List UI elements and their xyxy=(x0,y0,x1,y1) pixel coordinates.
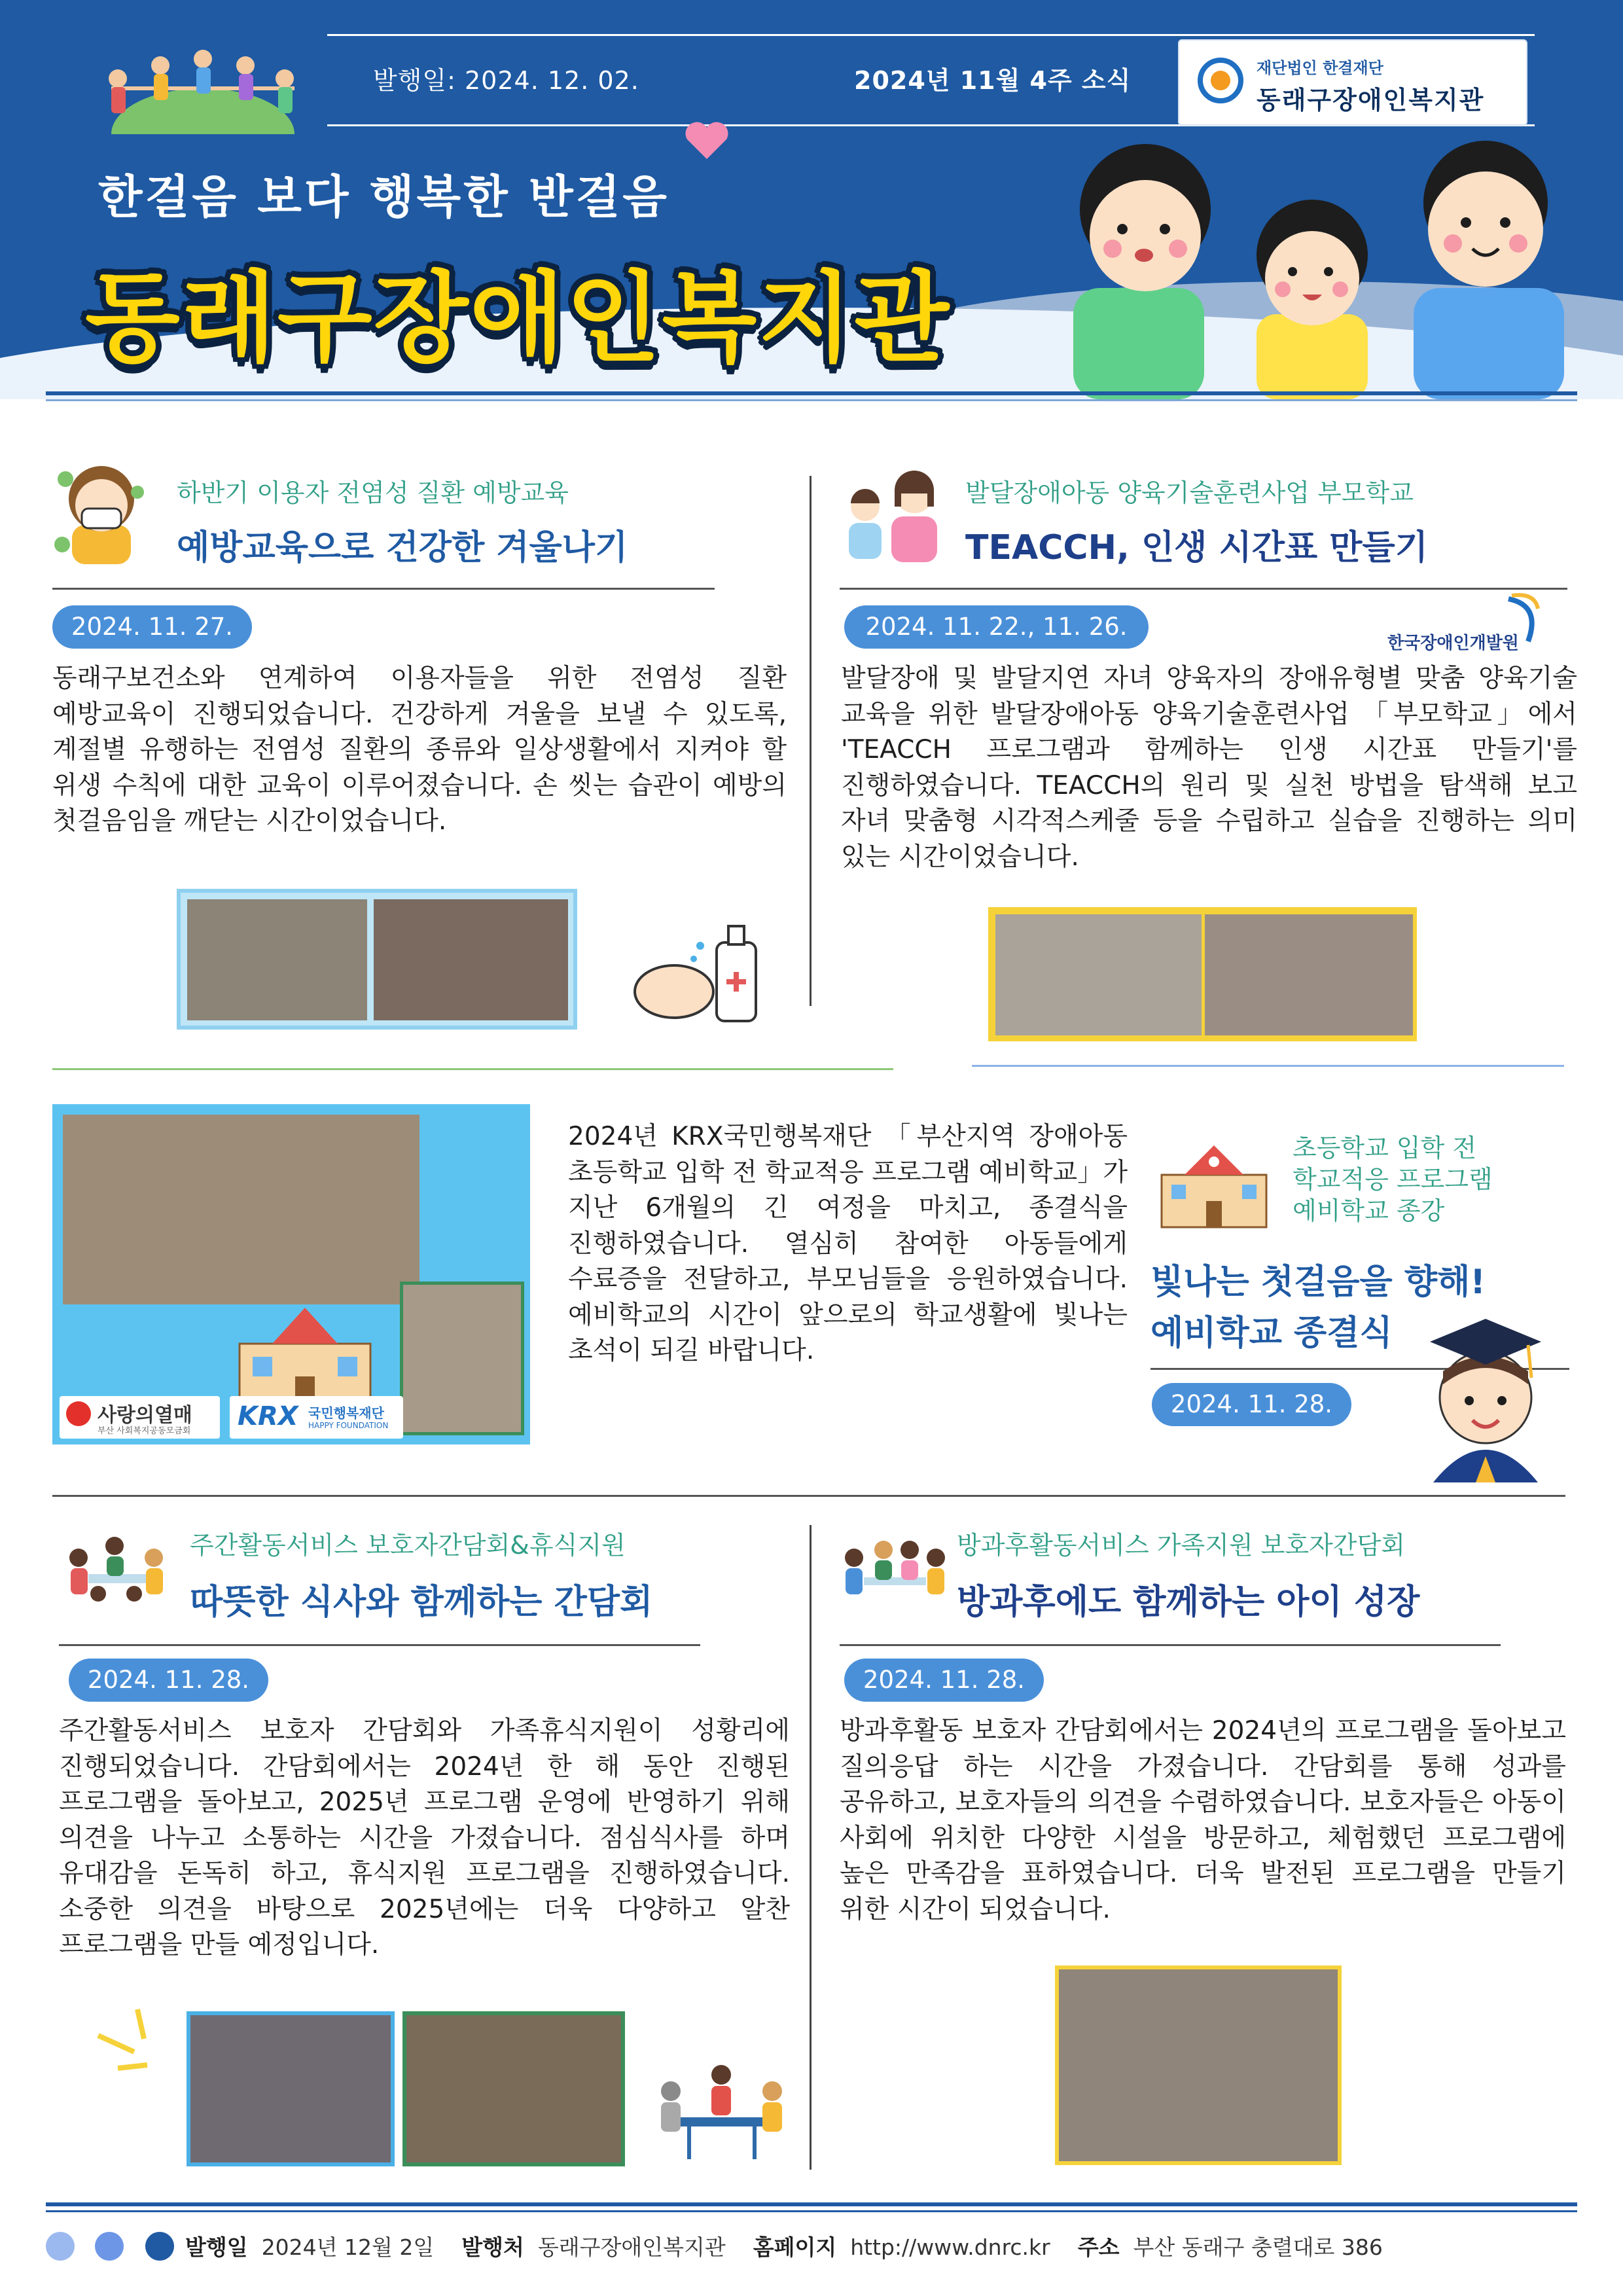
teacch-body: 발달장애 및 발달지연 자녀 양육자의 장애유형별 맞춤 양육기술 교육을 위한 발달장애아동 양육기술훈련사업 「부모학교」에서 'TEACCH 프로그램과 함께하는 인생 시간표 만들기'를 진행하였습니다. TEACCH의 원리 및 실천 방법을 탐색해 보고 자녀 맞춤형 시각적스케줄 등을 수립하고 실습을 진행하는 의미 있는 시간이었습니다. xyxy=(841,664,1577,872)
preschool-photo-2 xyxy=(400,1282,524,1435)
logo-foundation: 재단법인 한결재단 xyxy=(1257,59,1383,77)
preschool-title-line-1: 빛나는 첫걸음을 향해! xyxy=(1150,1263,1486,1302)
teacch-photo-group xyxy=(988,907,1417,1041)
sponsor-logo-love xyxy=(60,1396,220,1439)
mask-person-icon xyxy=(52,453,151,564)
teacch-subtitle: 발달장애아동 양육기술훈련사업 부모학교 xyxy=(965,478,1414,507)
kids-faces-illustration xyxy=(1060,137,1571,399)
table-discussion-icon xyxy=(651,2055,792,2163)
afterschool-date: 2024. 11. 28. xyxy=(844,1659,1044,1702)
infection-photo-1 xyxy=(187,899,367,1020)
publish-date: 발행일: 2024. 12. 02. xyxy=(373,66,639,95)
sponsor2-sub: 국민행복재단 xyxy=(308,1405,384,1421)
section3-top-rule xyxy=(52,1495,1565,1497)
afterschool-photo xyxy=(1055,1965,1342,2165)
footer-address-value: 부산 동래구 충렬대로 386 xyxy=(1133,2234,1383,2260)
weekly-rule xyxy=(59,1644,700,1646)
slogan: 한걸음 보다 행복한 반걸음 xyxy=(98,170,669,224)
kids-circle-illustration xyxy=(98,43,301,134)
main-title: 동래구장애인복지관 xyxy=(85,262,951,376)
infection-photo-2 xyxy=(374,899,568,1020)
preschool-subtitle xyxy=(1293,1132,1493,1227)
weekly-title: 따뜻한 식사와 함께하는 간담회 xyxy=(190,1583,653,1622)
infection-date: 2024. 11. 27. xyxy=(52,605,252,649)
school-icon xyxy=(1155,1142,1273,1230)
group-talk-icon xyxy=(838,1532,952,1613)
section3-divider xyxy=(810,1525,812,2170)
header-divider-thin xyxy=(46,399,1577,401)
footer-dot-1 xyxy=(46,2232,75,2261)
infection-title: 예방교육으로 건강한 겨울나기 xyxy=(177,528,628,567)
section2-top-rule-left xyxy=(52,1068,893,1070)
section2-top-rule-right xyxy=(972,1065,1564,1067)
sponsor2-name: KRX xyxy=(238,1401,298,1431)
preschool-sub-line-1: 초등학교 입학 전 xyxy=(1293,1134,1477,1162)
teacch-photo-2 xyxy=(1205,914,1413,1035)
preschool-sub-line-3: 예비학교 종강 xyxy=(1293,1196,1445,1225)
parents-icon xyxy=(839,467,957,565)
logo-name: 동래구장애인복지관 xyxy=(1257,86,1485,115)
afterschool-title: 방과후에도 함께하는 아이 성장 xyxy=(957,1583,1420,1622)
graduate-boy-icon xyxy=(1423,1306,1548,1489)
footer-dot-2 xyxy=(95,2232,124,2261)
organization-logo xyxy=(1178,39,1527,126)
preschool-body: 2024년 KRX국민행복재단 「부산지역 장애아동 초등학교 입학 전 학교적응 프로그램 예비학교」가 지난 6개월의 긴 여정을 마치고, 종결식을 진행하였습니다. 열심히 참여한 아동들에게 수료증을 전달하고, 부모님들을 응원하였습니다. 예비학교의 시간이 앞으로의 학교생활에 빛나는 초석이 되길 바랍니다. xyxy=(568,1122,1128,1365)
sponsor1-sub: 부산 사회복지공동모금회 xyxy=(98,1426,191,1436)
teacch-photo-1 xyxy=(995,914,1202,1035)
header-banner xyxy=(0,0,1623,399)
weekly-body: 주간활동서비스 보호자 간담회와 가족휴식지원이 성황리에 진행되었습니다. 간담회에서는 2024년 한 해 동안 진행된 프로그램을 돌아보고, 2025년 프로그램 운영에 반영하기 위해 의견을 나누고 소통하는 시간을 가졌습니다. 점심식사를 하며 유대감을 돈독히 하고, 휴식지원 프로그램을 진행하였습니다. 소중한 의견을 바탕으로 2025년에는 더욱 다양하고 알찬 프로그램을 만들 예정입니다. xyxy=(59,1716,790,1960)
footer-info xyxy=(185,2231,1383,2261)
afterschool-subtitle: 방과후활동서비스 가족지원 보호자간담회 xyxy=(957,1531,1405,1560)
sponsor-logo-krx xyxy=(230,1396,403,1439)
love-fruit-icon xyxy=(66,1401,91,1426)
weekly-date: 2024. 11. 28. xyxy=(69,1659,268,1702)
preschool-photo-group xyxy=(52,1104,530,1444)
preschool-date: 2024. 11. 28. xyxy=(1152,1383,1351,1426)
infection-rule xyxy=(52,588,715,590)
infection-photo-group xyxy=(177,889,577,1030)
heart-icon xyxy=(684,121,730,160)
sponsor2-en: HAPPY FOUNDATION xyxy=(308,1421,389,1430)
footer-address-label: 주소 xyxy=(1077,2234,1120,2260)
weekly-subtitle: 주간활동서비스 보호자간담회&휴식지원 xyxy=(190,1531,626,1560)
preschool-sub-line-2: 학교적응 프로그램 xyxy=(1293,1165,1493,1194)
footer-homepage-label: 홈페이지 xyxy=(753,2234,837,2260)
teacch-date: 2024. 11. 22., 11. 26. xyxy=(844,605,1149,649)
preschool-photo-1 xyxy=(63,1115,419,1304)
teacch-rule xyxy=(840,588,1567,590)
header-divider xyxy=(46,391,1577,395)
partner-logo-text: 한국장애인개발원 xyxy=(1387,634,1519,653)
meeting-people-icon xyxy=(59,1532,173,1613)
handwash-icon xyxy=(632,916,769,1031)
weekly-issue: 2024년 11월 4주 소식 xyxy=(854,66,1132,95)
footer-rule-thick xyxy=(46,2202,1577,2206)
teacch-title: TEACCH, 인생 시간표 만들기 xyxy=(965,528,1429,567)
weekly-photo-1 xyxy=(187,2011,395,2166)
footer-pub-label: 발행일 xyxy=(185,2234,248,2260)
footer-publisher-label: 발행처 xyxy=(461,2234,524,2260)
footer-rule-thin xyxy=(46,2210,1577,2212)
preschool-title-line-2: 예비학교 종결식 xyxy=(1150,1314,1393,1353)
section1-divider xyxy=(810,476,812,1006)
afterschool-body: 방과후활동 보호자 간담회에서는 2024년의 프로그램을 돌아보고 질의응답 하는 시간을 가졌습니다. 간담회를 통해 성과를 공유하고, 보호자들의 의견을 수렴하였습니다. 보호자들은 아동이 사회에 위치한 다양한 시설을 방문하고, 체험했던 프로그램에 높은 만족감을 표하였습니다. 더욱 발전된 프로그램을 만들기 위한 시간이 되었습니다. xyxy=(840,1716,1566,1924)
sparkle-lines-icon xyxy=(92,2003,164,2075)
infection-subtitle: 하반기 이용자 전염성 질환 예방교육 xyxy=(177,478,569,507)
weekly-photo-2 xyxy=(402,2011,625,2166)
logo-emblem-icon xyxy=(1198,58,1243,103)
footer-homepage-link[interactable]: http://www.dnrc.kr xyxy=(850,2234,1050,2260)
footer-publisher-value: 동래구장애인복지관 xyxy=(537,2234,726,2260)
footer-pub-value: 2024년 12월 2일 xyxy=(261,2234,435,2260)
infection-body: 동래구보건소와 연계하여 이용자들을 위한 전염성 질환 예방교육이 진행되었습니다. 건강하게 겨울을 보낼 수 있도록, 계절별 유행하는 전염성 질환의 종류와 일상생활에서 지켜야 할 위생 수칙에 대한 교육이 이루어졌습니다. 손 씻는 습관이 예방의 첫걸음임을 깨닫는 시간이었습니다. xyxy=(52,664,787,836)
footer-dot-3 xyxy=(145,2232,174,2261)
sponsor1-name: 사랑의열매 xyxy=(98,1404,192,1427)
afterschool-rule xyxy=(840,1644,1501,1646)
